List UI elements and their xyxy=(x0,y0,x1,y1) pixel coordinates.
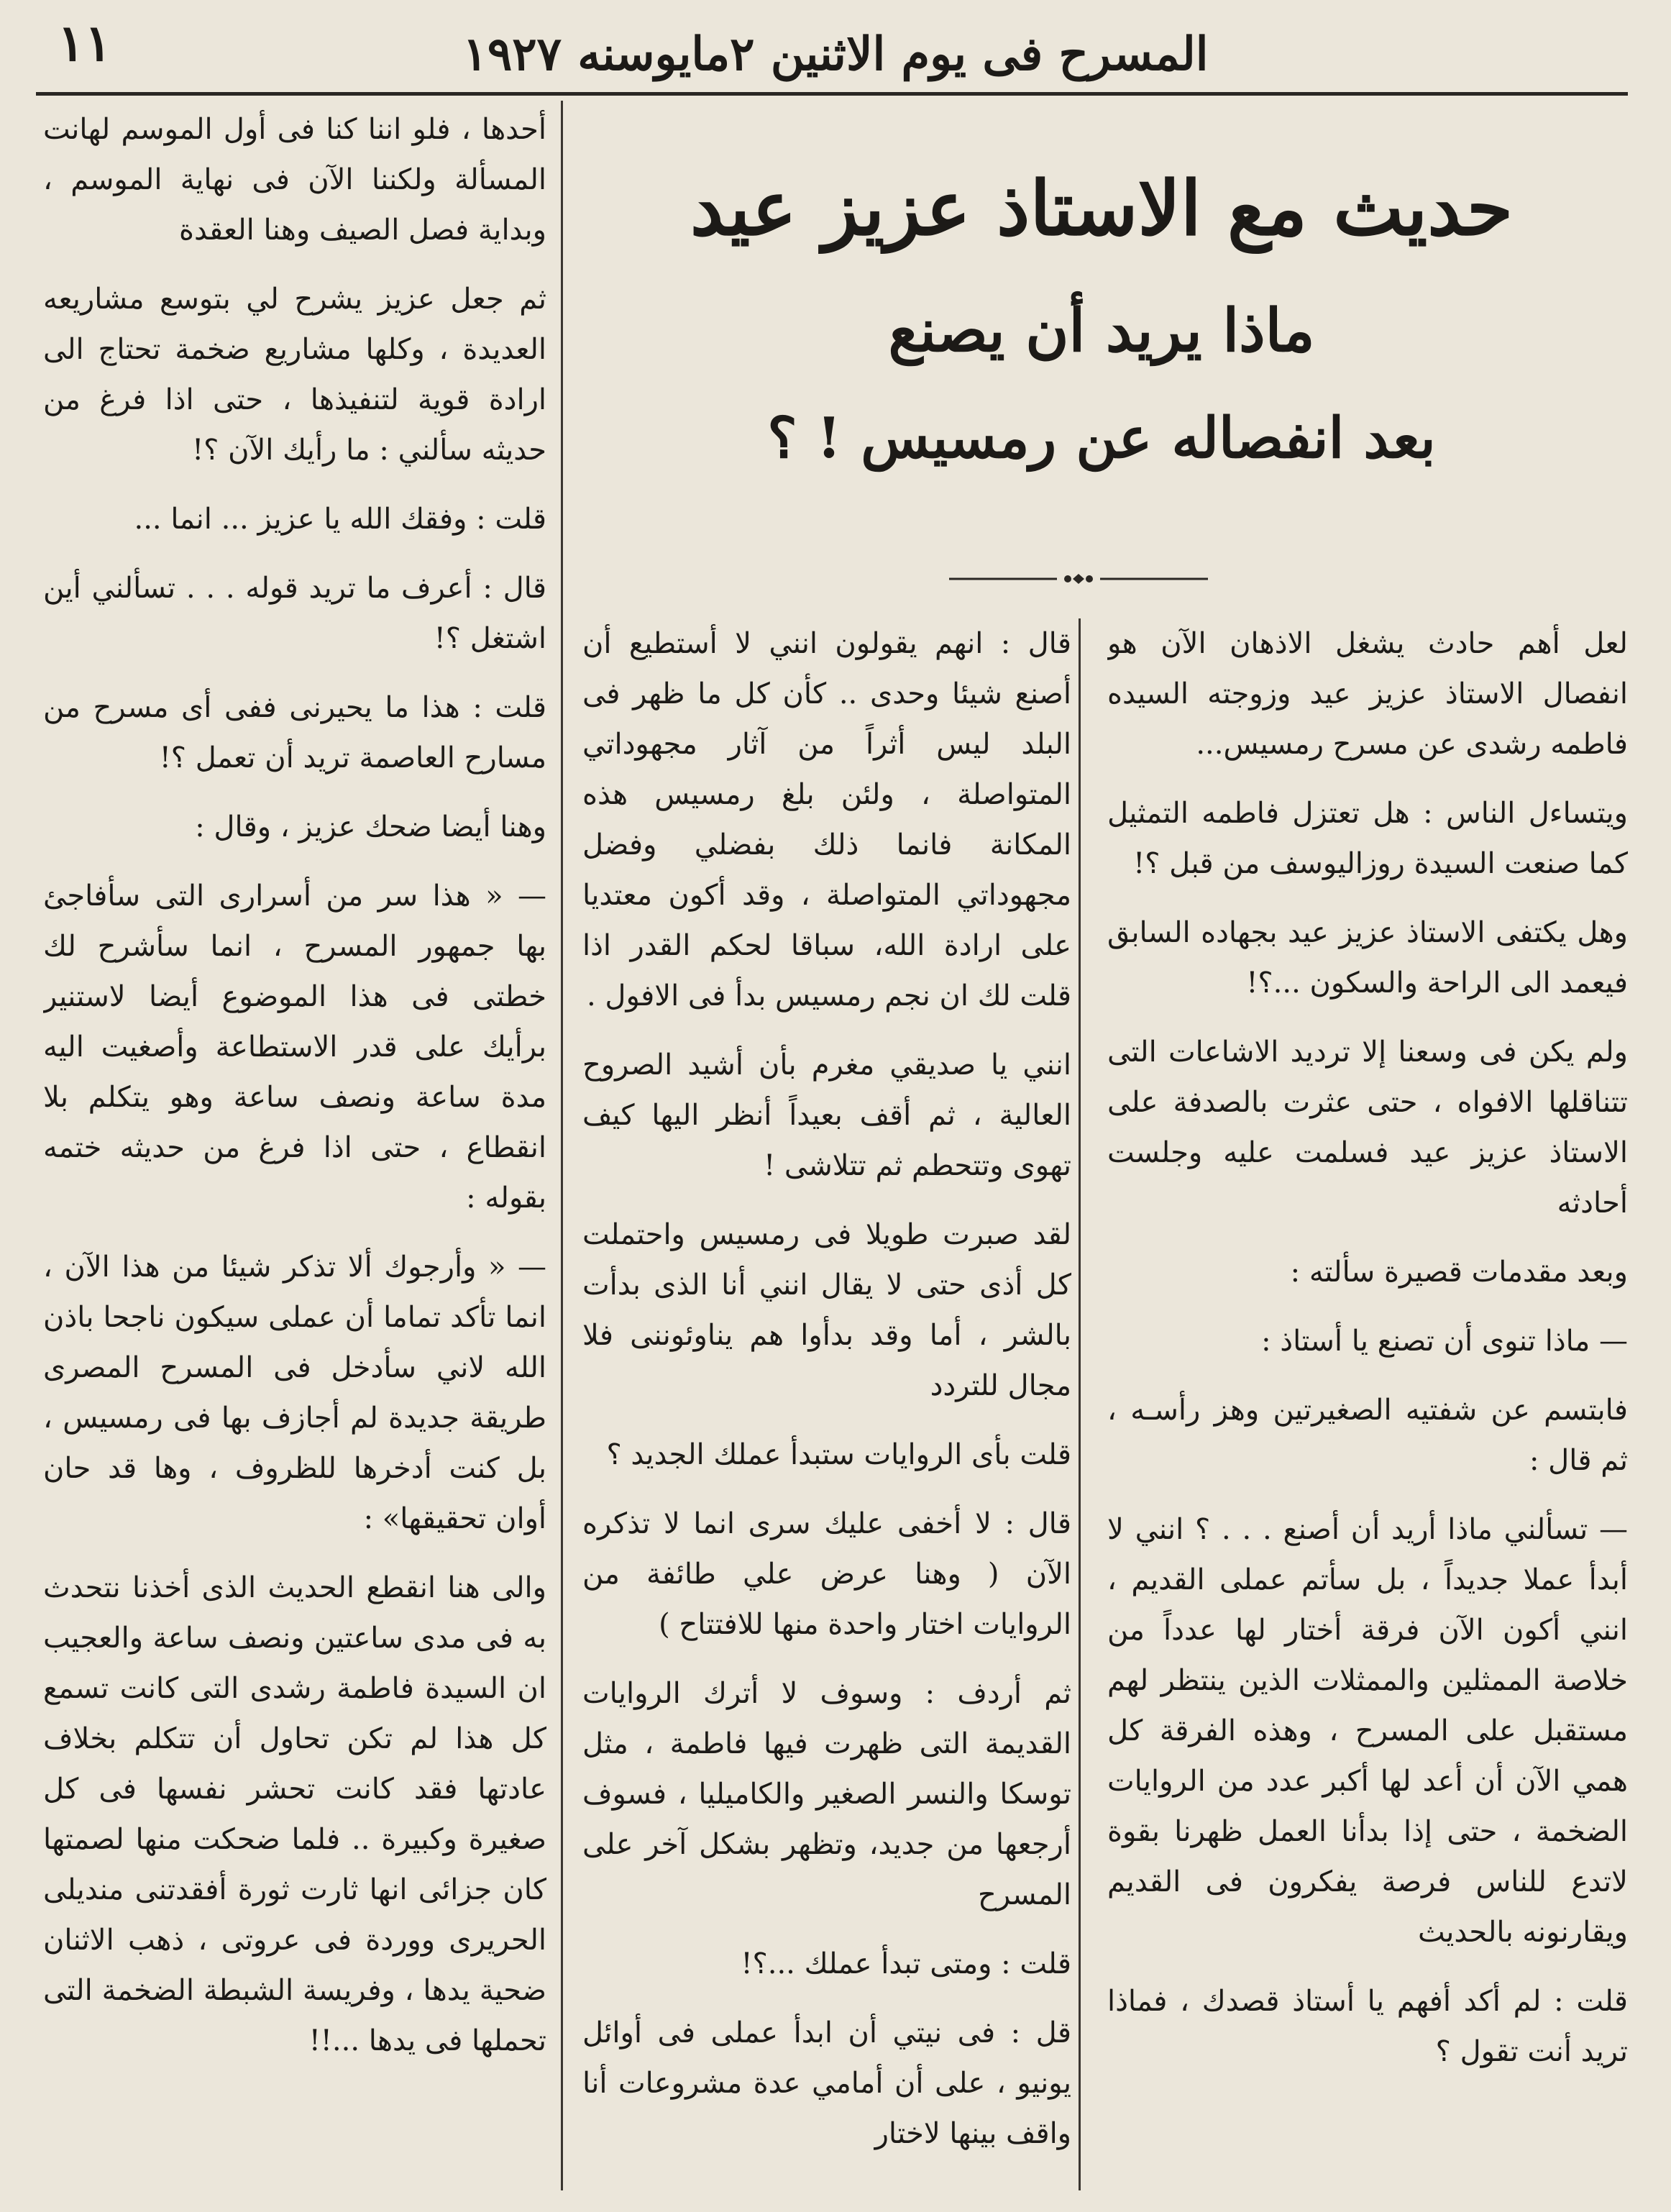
headline-block xyxy=(582,122,1621,597)
paragraph: — ماذا تنوى أن تصنع يا أستاذ : xyxy=(1261,1325,1628,1358)
ornamental-divider xyxy=(949,568,1208,590)
paragraph: قل : فى نيتي أن ابدأ عملى فى أوائل يونيو ، على أن أمامي عدة مشروعات أنا واقف بينها لاختار xyxy=(582,2016,1071,2150)
page-header xyxy=(43,14,1628,93)
paragraph: وهنا أيضا ضحك عزيز ، وقال : xyxy=(195,810,546,844)
paragraph: وبعد مقدمات قصيرة سألته : xyxy=(1290,1256,1628,1289)
paragraph: لقد صبرت طويلا فى رمسيس واحتملت كل أذى حتى لا يقال انني أنا الذى بدأت بالشر ، أما وقد بدأوا هم يناوئوننى فلا مجال للتردد xyxy=(582,1218,1071,1402)
column-rule-left xyxy=(561,101,563,2190)
paragraph: قلت بأى الروايات ستبدأ عملك الجديد ؟ xyxy=(606,1438,1071,1471)
paragraph: — تسألني ماذا أريد أن أصنع . . . ؟ انني لا أبدأ عملا جديداً ، بل سأتم عملى القديم ، انني أكون الآن فرقة أختار لها عدداً من خلاصة الممثلين والممثلات الذين ينتظر لهم مستقبل على المسرح ، وهذه الفرقة كل همي الآن أن أعد لها أكبر عدد من الروايات الضخمة ، حتى إذا بدأنا العمل ظهرنا بقوة لاتدع للناس فرصة يفكرون فى القديم ويقارنونه بالحديث xyxy=(1107,1513,1628,1949)
paragraph: قال : انهم يقولون انني لا أستطيع أن أصنع شيئا وحدى .. كأن كل ما ظهر فى البلد ليس أثراً من آثار مجهوداتي المتواصلة ، ولئن بلغ رمسيس هذه المكانة فانما ذلك بفضلي وفضل مجهوداتي المتواصلة ، وقد أكون معتديا على ارادة الله، سباقا لحكم القدر اذا قلت لك ان نجم رمسيس بدأ فى الافول . xyxy=(582,627,1071,1013)
headline-main: حديث مع الاستاذ عزيز عيد xyxy=(690,164,1514,252)
paragraph: فابتسم عن شفتيه الصغيرتين وهز رأسـه ، ثم قال : xyxy=(1107,1394,1628,1477)
paragraph: قلت : هذا ما يحيرنى ففى أى مسرح من مسارح العاصمة تريد أن تعمل ؟! xyxy=(43,691,546,774)
paragraph: ويتساءل الناس : هل تعتزل فاطمه التمثيل كما صنعت السيدة روزاليوسف من قبل ؟! xyxy=(1107,797,1628,880)
paragraph: أحدها ، فلو اننا كنا فى أول الموسم لهانت المسألة ولكننا الآن فى نهاية الموسم ، وبداية فصل الصيف وهنا العقدة xyxy=(43,113,546,247)
paragraph: — « وأرجوك ألا تذكر شيئا من هذا الآن ، انما تأكد تماما أن عملى سيكون ناجحا باذن الله لاني سأدخل فى المسرح المصرى طريقة جديدة لم أجازف بها فى رمسيس ، بل كنت أدخرها للظروف ، وها قد حان أوان تحقيقها» : xyxy=(43,1251,546,1535)
column-right xyxy=(1107,618,1628,2183)
paragraph: وهل يكتفى الاستاذ عزيز عيد بجهاده السابق فيعمد الى الراحة والسكون ...؟! xyxy=(1107,916,1628,1000)
column-rule-right xyxy=(1079,618,1081,2190)
page-number: ١١ xyxy=(58,13,112,73)
paragraph: — « هذا سر من أسرارى التى سأفاجئ بها جمهور المسرح ، انما سأشرح لك خطتى فى هذا الموضوع أيضا لاستنير برأيك على قدر الاستطاعة وأصغيت اليه مدة ساعة ونصف ساعة وهو يتكلم بلا انقطاع ، حتى اذا فرغ من حديثه ختمه بقوله : xyxy=(43,879,546,1215)
paragraph: قال : لا أخفى عليك سرى انما لا تذكره الآن ( وهنا عرض علي طائفة من الروايات اختار واحدة منها للافتتاح ) xyxy=(582,1507,1071,1641)
paragraph: انني يا صديقي مغرم بأن أشيد الصروح العالية ، ثم أقف بعيداً أنظر اليها كيف تهوى وتتحطم ثم تتلاشى ! xyxy=(582,1048,1071,1182)
paragraph: ولم يكن فى وسعنا إلا ترديد الاشاعات التى تتناقلها الافواه ، حتى عثرت بالصدفة على الاستاذ عزيز عيد فسلمت عليه وجلست أحادثه xyxy=(1107,1036,1628,1220)
column-left xyxy=(43,104,546,2183)
paragraph: ثم جعل عزيز يشرح لي بتوسع مشاريعه العديدة ، وكلها مشاريع ضخمة تحتاج الى ارادة قوية لتنفيذها ، حتى اذا فرغ من حديثه سألني : ما رأيك الآن ؟! xyxy=(43,283,546,467)
headline-tertiary: بعد انفصاله عن رمسيس ! ؟ xyxy=(767,406,1436,471)
paragraph: ثم أردف : وسوف لا أترك الروايات القديمة التى ظهرت فيها فاطمة ، مثل توسكا والنسر الصغير والكاميليا ، فسوف أرجعها من جديد، وتظهر بشكل آخر على المسرح xyxy=(582,1677,1071,1911)
paragraph: قلت : لم أكد أفهم يا أستاذ قصدك ، فماذا تريد أنت تقول ؟ xyxy=(1107,1985,1628,2068)
headline-sub: ماذا يريد أن يصنع xyxy=(888,296,1315,365)
column-middle xyxy=(582,618,1071,2183)
paragraph: والى هنا انقطع الحديث الذى أخذنا نتحدث به فى مدى ساعتين ونصف ساعة والعجيب ان السيدة فاطمة رشدى التى كانت تسمع كل هذا لم تكن تحاول أن تتكلم بخلاف عادتها فقد كانت تحشر نفسها فى كل صغيرة وكبيرة .. فلما ضحكت منها لصمتها كان جزائى انها ثارت ثورة أفقدتنى منديلى الحريرى ووردة فى عروتى ، ذهب الاثنان ضحية يدها ، وفريسة الشبطة الضخمة التى تحملها فى يدها ...!! xyxy=(43,1571,546,2057)
paragraph: قال : أعرف ما تريد قوله . . . تسألني أين اشتغل ؟! xyxy=(43,572,546,655)
paragraph: قلت : وفقك الله يا عزيز ... انما ... xyxy=(134,503,546,536)
paragraph: قلت : ومتى تبدأ عملك ...؟! xyxy=(741,1947,1071,1980)
paragraph: لعل أهم حادث يشغل الاذهان الآن هو انفصال الاستاذ عزيز عيد وزوجته السيده فاطمه رشدى عن مسرح رمسيس... xyxy=(1107,627,1628,761)
header-rule xyxy=(36,92,1628,96)
header-title: المسرح فى يوم الاثنين ٢مايوسنه ١٩٢٧ xyxy=(462,27,1209,81)
